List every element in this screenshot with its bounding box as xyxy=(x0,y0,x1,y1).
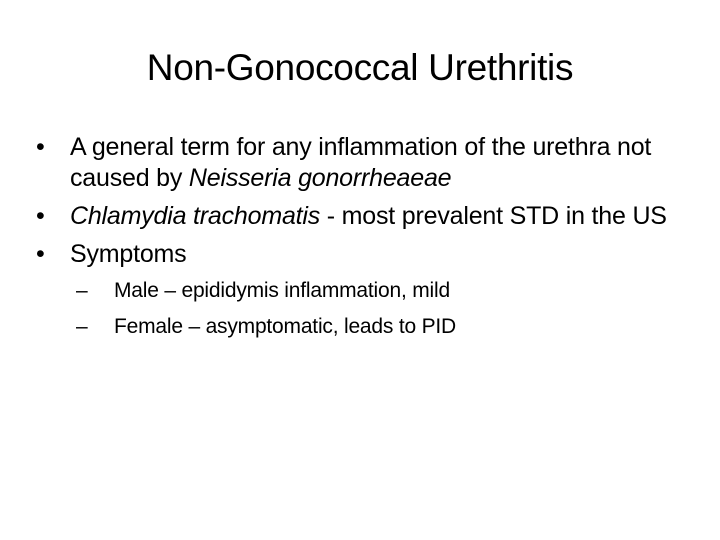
bullet-icon: • xyxy=(36,240,45,268)
bullet-item xyxy=(36,201,696,232)
sub-bullet-item xyxy=(36,314,696,340)
bullet-item xyxy=(36,239,696,270)
bullet-text: A general term for any inflammation of the urethra not caused by xyxy=(70,133,652,192)
slide-body xyxy=(36,132,696,350)
bullet-text: Symptoms xyxy=(70,240,187,268)
bullet-icon: • xyxy=(36,202,45,230)
slide-title: Non-Gonococcal Urethritis xyxy=(146,47,574,88)
bullet-text-italic: Neisseria gonorrheaeae xyxy=(188,164,452,192)
dash-icon: – xyxy=(76,315,88,338)
bullet-text-italic: Chlamydia trachomatis xyxy=(70,202,321,230)
dash-icon: – xyxy=(76,279,88,302)
bullet-text: - most prevalent STD in the US xyxy=(320,202,667,230)
sub-bullet-text: Male – epididymis inflammation, mild xyxy=(114,279,450,302)
sub-bullet-item xyxy=(36,278,696,304)
bullet-item xyxy=(36,132,696,194)
bullet-icon: • xyxy=(36,133,45,161)
sub-bullet-text: Female – asymptomatic, leads to PID xyxy=(114,315,456,338)
